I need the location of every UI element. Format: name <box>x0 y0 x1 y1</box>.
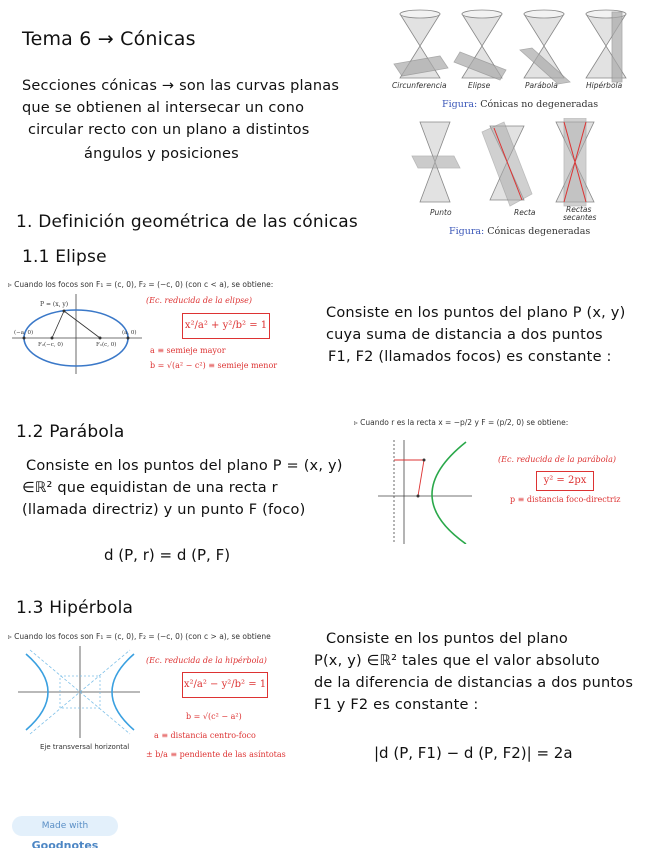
hyperbola-reduced-label: (Ec. reducida de la hipérbola) <box>146 656 267 665</box>
figure-caption-text: Cónicas degeneradas <box>487 226 591 237</box>
parabola-note: ▹ Cuando r es la recta x = −p/2 y F = (p/2, 0) se obtiene: <box>354 418 569 427</box>
figure-prefix: Figura: <box>449 226 485 237</box>
degenerate-figure <box>410 118 610 210</box>
parabola-def-3: (llamada directriz) y un punto F (foco) <box>22 502 306 518</box>
hyperbola-b-def: b = √(c² − a²) <box>186 712 242 721</box>
degenerate-point-icon <box>412 122 460 202</box>
hyperbola-axis-caption: Eje transversal horizontal <box>40 743 130 751</box>
label-parabola: Parábola <box>525 81 558 90</box>
ellipse-def-1: Consiste en los puntos del plano P (x, y) <box>326 305 626 321</box>
parabola-equation: y² = 2px <box>536 471 594 491</box>
badge-brand: Goodnotes <box>31 839 99 848</box>
hyperbola-def-3: de la diferencia de distancias a dos puntos <box>314 675 634 691</box>
cone-circle-icon <box>394 10 448 78</box>
section-heading: 1. Definición geométrica de las cónicas <box>16 212 358 232</box>
label-elipse: Elipse <box>468 81 491 90</box>
hyperbola-a-def: a ≡ distancia centro-foco <box>154 731 256 740</box>
ellipse-note: ▹ Cuando los focos son F₁ = (c, 0), F₂ = (−c, 0) (con c < a), se obtiene: <box>8 280 274 289</box>
ellipse-point-right: (a, 0) <box>122 330 137 336</box>
badge-prefix: Made with <box>41 821 89 831</box>
label-rectas: Rectas <box>566 205 592 214</box>
hyperbola-def-1: Consiste en los puntos del plano <box>326 631 568 647</box>
parabola-heading: 1.2 Parábola <box>16 422 125 442</box>
figure-caption-text: Cónicas no degeneradas <box>480 99 599 110</box>
ellipse-point-f1: F₁(c, 0) <box>96 342 117 348</box>
ellipse-reduced-label: (Ec. reducida de la elipse) <box>146 296 253 305</box>
label-recta: Recta <box>514 208 536 217</box>
ellipse-def-3: F1, F2 (llamados focos) es constante : <box>328 349 612 365</box>
figure-caption-top <box>442 99 598 110</box>
cone-ellipse-icon <box>454 10 506 80</box>
parabola-reduced-label: (Ec. reducida de la parábola) <box>498 455 616 464</box>
ellipse-equation: x²/a² + y²/b² = 1 <box>182 313 270 339</box>
label-secantes: secantes <box>563 213 597 222</box>
goodnotes-badge[interactable] <box>12 816 118 848</box>
ellipse-point-left: (−a, 0) <box>14 330 34 336</box>
parabola-diagram <box>378 440 474 544</box>
hyperbola-heading: 1.3 Hipérbola <box>16 598 134 618</box>
hyperbola-note: ▹ Cuando los focos son F₁ = (c, 0), F₂ = (−c, 0) (con c > a), se obtiene <box>8 632 271 641</box>
degenerate-secant-lines-icon <box>556 118 594 206</box>
hyperbola-def-4: F1 y F2 es constante : <box>314 697 479 713</box>
hyperbola-formula: |d (P, F1) − d (P, F2)| = 2a <box>374 744 573 762</box>
intro-line-1: Secciones cónicas → son las curvas planas <box>22 78 340 94</box>
cone-parabola-icon <box>520 10 570 84</box>
conics-figure <box>388 8 640 90</box>
hyperbola-equation: x²/a² − y²/b² = 1 <box>182 672 268 698</box>
ellipse-b-def: b = √(a² − c²) ≡ semieje menor <box>150 361 278 370</box>
ellipse-def-2: cuya suma de distancia a dos puntos <box>326 327 603 343</box>
intro-line-2: que se obtienen al intersecar un cono <box>22 100 305 116</box>
label-punto: Punto <box>430 208 452 217</box>
hyperbola-def-2: P(x, y) ∈ℝ² tales que el valor absoluto <box>314 653 600 669</box>
cone-hyperbola-icon <box>586 10 626 82</box>
parabola-p-def: p ≡ distancia foco-directriz <box>510 495 621 504</box>
figure-prefix: Figura: <box>442 99 478 110</box>
intro-line-3: circular recto con un plano a distintos <box>28 122 310 138</box>
ellipse-a-def: a ≡ semieje mayor <box>150 346 226 355</box>
label-hiperbola: Hipérbola <box>586 81 623 90</box>
ellipse-diagram <box>6 292 146 376</box>
degenerate-line-icon <box>482 122 532 206</box>
ellipse-point-f2: F₂(−c, 0) <box>38 342 63 348</box>
ellipse-heading: 1.1 Elipse <box>22 247 107 267</box>
ellipse-point-p: P = (x, y) <box>40 301 69 308</box>
parabola-formula: d (P, r) = d (P, F) <box>104 546 231 564</box>
parabola-def-2: ∈ℝ² que equidistan de una recta r <box>22 480 278 496</box>
intro-line-4: ángulos y posiciones <box>84 146 239 162</box>
parabola-def-1: Consiste en los puntos del plano P = (x, y) <box>26 458 343 474</box>
figure-caption-degenerate <box>449 226 590 237</box>
label-circunferencia: Circunferencia <box>392 81 447 90</box>
page-title: Tema 6 → Cónicas <box>22 28 196 50</box>
hyperbola-slope-def: ± b/a ≡ pendiente de las asíntotas <box>146 750 286 759</box>
hyperbola-diagram <box>16 646 142 740</box>
